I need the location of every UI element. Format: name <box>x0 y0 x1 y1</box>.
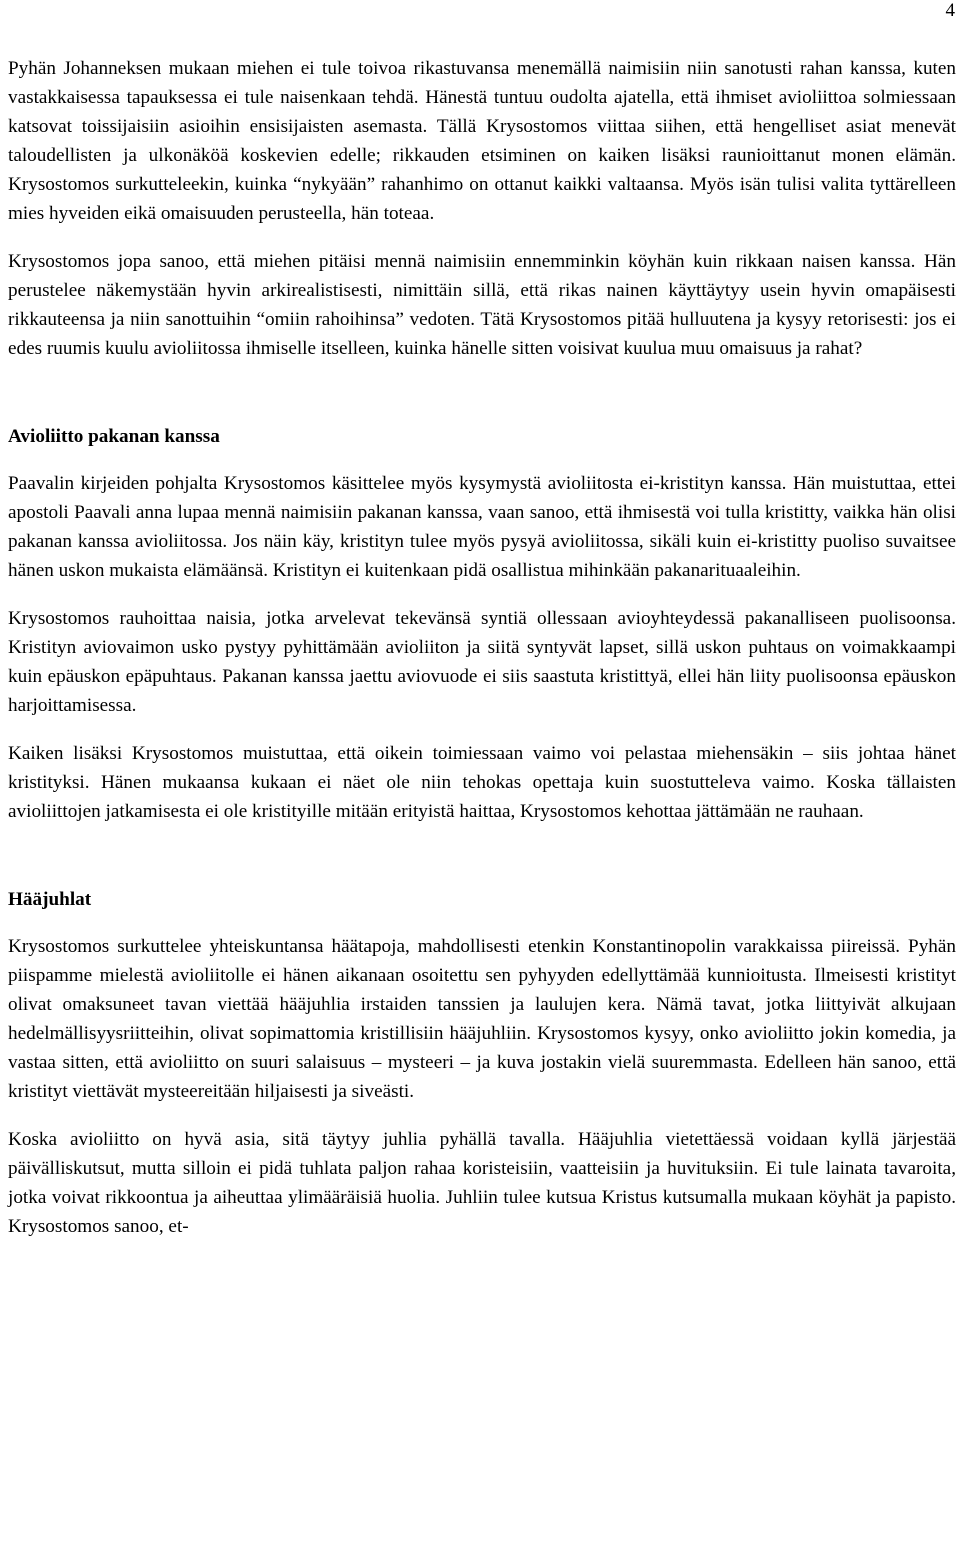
paragraph-6: Krysostomos surkuttelee yhteiskuntansa häätapoja, mahdollisesti etenkin Konstantinopolin varakkaissa piireissä. Pyhän piispamme mielestä avioliitolle ei hänen aikanaan osoitettu sen pyhyyden edellyttämää kunnioitusta. Ilmeisesti kristityt olivat omaksuneet tavan viettää hääjuhlia irstaiden tanssien ja laulujen kera. Nämä tavat, jotka liittyivät alkujaan hedelmällisyysriitteihin, olivat sopimattomia kristillisiin hääjuhliin. Krysostomos kysyy, onko avioliitto jokin komedia, ja vastaa sitten, että avioliitto on suuri salaisuus – mysteeri – ja kuva jostakin vielä suuremmasta. Edelleen hän sanoo, että kristityt viettävät mysteereitään hiljaisesti ja siveästi. <box>8 936 956 1102</box>
paragraph-5: Kaiken lisäksi Krysostomos muistuttaa, että oikein toimiessaan vaimo voi pelastaa miehensäkin – siis johtaa hänet kristityksi. Hänen mukaansa kukaan ei näet ole niin tehokas opettaja kuin suostutteleva vaimo. Koska tällaisten avioliittojen jatkamisesta ei ole kristityille mitään erityistä haittaa, Krysostomos kehottaa jättämään ne rauhaan. <box>8 743 956 822</box>
paragraph-3: Paavalin kirjeiden pohjalta Krysostomos käsittelee myös kysymystä avioliitosta ei-kristityn kanssa. Hän muistuttaa, ettei apostoli Paavali anna lupaa mennä naimisiin pakanan kanssa, vaan sanoo, että ihmisestä voi tulla kristitty, vaikka hän olisi pakanan kanssa avioliitossa. Jos näin käy, kristityn tulee myös pysyä avioliitossa, sikäli kuin ei-kristitty puoliso suvaitsee hänen uskon mukaista elämäänsä. Kristityn ei kuitenkaan pidä osallistua mihinkään pakanarituaaleihin. <box>8 473 956 581</box>
paragraph-4: Krysostomos rauhoittaa naisia, jotka arvelevat tekevänsä syntiä ollessaan avioyhteydessä pakanalliseen puolisoonsa. Kristityn aviovaimon usko pystyy pyhittämään avioliiton ja siitä syntyvät lapset, sillä uskon puhtaus on voimakkaampi kuin epäuskon epäpuhtaus. Pakanan kanssa jaettu aviovuode ei siis saastuta kristittyä, ellei hän liity puolisoonsa epäuskon harjoittamisessa. <box>8 608 956 716</box>
paragraph-2: Krysostomos jopa sanoo, että miehen pitäisi mennä naimisiin ennemminkin köyhän kuin rikkaan naisen kanssa. Hän perustelee näkemystään hyvin arkirealistisesti, nimittäin sillä, että rikas nainen käyttäytyy usein hyvin omapäisesti rikkauteensa ja niin sanottuihin “omiin rahoihinsa” vedoten. Tätä Krysostomos pitää hulluutena ja kysyy retorisesti: jos ei edes ruumis kuulu avioliitossa ihmiselle itselleen, kuinka hänelle sitten voisivat kuulua muu omaisuus ja rahat? <box>8 251 956 359</box>
section-heading-haajuhlat: Hääjuhlat <box>8 889 92 910</box>
section-heading-avioliitto-pakanan-kanssa: Avioliitto pakanan kanssa <box>8 426 220 447</box>
paragraph-7: Koska avioliitto on hyvä asia, sitä täytyy juhlia pyhällä tavalla. Hääjuhlia vietettäessä voidaan kyllä järjestää päivälliskutsut, mutta silloin ei pidä tuhlata paljon rahaa koristeisiin, vaatteisiin ja huvituksiin. Ei tule lainata tavaroita, jotka voivat rikkoontua ja aiheuttaa ylimääräisiä huolia. Juhliin tulee kutsua Kristus kutsumalla mukaan köyhät ja papisto. Krysostomos sanoo, et- <box>8 1129 956 1237</box>
page-number: 4 <box>945 0 955 21</box>
document-body <box>8 54 956 1241</box>
paragraph-1: Pyhän Johanneksen mukaan miehen ei tule toivoa rikastuvansa menemällä naimisiin niin sanotusti rahan kanssa, kuten vastakkaisessa tapauksessa ei tule naisenkaan tehdä. Hänestä tuntuu oudolta ajatella, että ihmiset avioliittoa solmiessaan katsovat toissijaisiin asioihin ensisijaisten asemasta. Tällä Krysostomos viittaa siihen, että hengelliset asiat menevät taloudellisten ja ulkonäköä koskevien edelle; rikkauden etsiminen on kaiken lisäksi raunioittanut monen elämän. Krysostomos surkutteleekin, kuinka “nykyään” rahanhimo on ottanut kaikki valtaansa. Myös isän tulisi valita tyttärelleen mies hyveiden eikä omaisuuden perusteella, hän toteaa. <box>8 58 956 224</box>
